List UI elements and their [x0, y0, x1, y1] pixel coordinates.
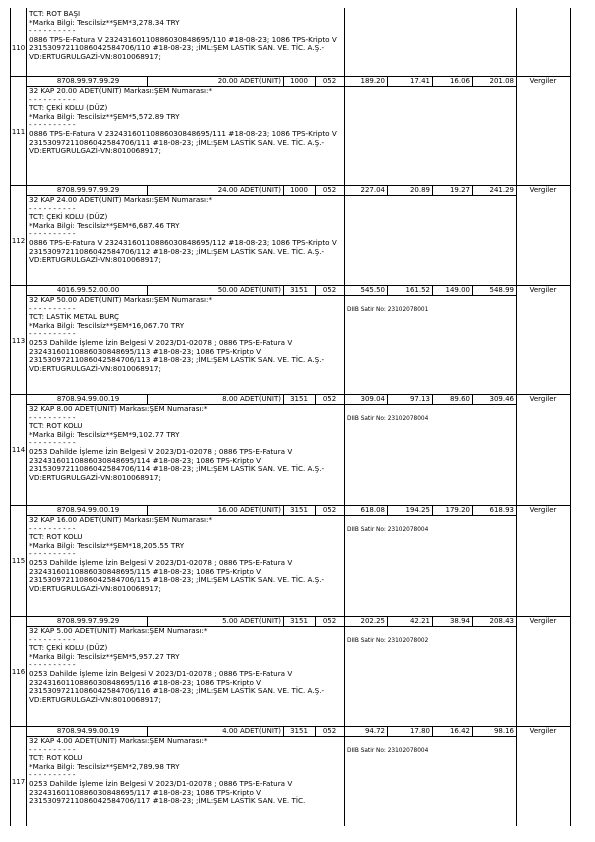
- cell-c2: 052: [322, 77, 337, 85]
- cell-c1: 3151: [290, 506, 308, 514]
- item-description: 32 KAP 5.00 ADET(UNIT) Markası:ŞEM Numarası:* - - - - - - - - - - TCT: ÇEKİ KOLU (DÜZ) *Marka Bilgi: Tescilsiz**ŞEM*5,957.27 TRY - - - - - - - - - - 0253 Dahilde İşleme İzin Belgesi V 2023/D1-02078 ; 0886 TPS-E-Fatura V 23243160110886030848695/116 #18-08-23; 1086 TPS-Kripto V 23153097211086042584706/116 #18-08-23; ;İML:ŞEM LASTİK SAN. VE. TİC. A.Ş.-VD:ERTUGRULGAZİ-VN:8010068917;: [29, 626, 325, 704]
- cell-divider: [315, 185, 316, 195]
- cell-tax: Vergiler: [529, 186, 557, 194]
- cell-divider: [432, 285, 433, 295]
- cell-divider: [387, 505, 388, 515]
- item-description: 32 KAP 16.00 ADET(UNIT) Markası:ŞEM Numarası:* - - - - - - - - - - TCT: ROT KOLU *Marka Bilgi: Tescilsiz**ŞEM*18,205.55 TRY - - - - - - - - - - 0253 Dahilde İşleme İzin Belgesi V 2023/D1-02078 ; 0886 TPS-E-Fatura V 23243160110886030848695/115 #18-08-23; 1086 TPS-Kripto V 23153097211086042584706/115 #18-08-23; ;İML:ŞEM LASTİK SAN. VE. TİC. A.Ş.-VD:ERTUGRULGAZİ-VN:8010068917;: [29, 515, 325, 593]
- cell-qty: 4.00 ADET(UNIT): [222, 727, 281, 735]
- diib-line-number: DIIB Satir No: 23102078004: [347, 416, 429, 422]
- item-description: 32 KAP 50.00 ADET(UNIT) Markası:ŞEM Numarası:* - - - - - - - - - - TCT: LASTİK METAL BURÇ *Marka Bilgi: Tescilsiz**ŞEM*16,067.70 TRY - - - - - - - - - - 0253 Dahilde İşleme İzin Belgesi V 2023/D1-02078 ; 0886 TPS-E-Fatura V 23243160110886030848695/113 #18-08-23; 1086 TPS-Kripto V 23153097211086042584706/113 #18-08-23; ;İML:ŞEM LASTİK SAN. VE. TİC. A.Ş.-VD:ERTUGRULGAZİ-VN:8010068917;: [29, 295, 325, 373]
- cell-v4: 98.16: [493, 727, 514, 735]
- cell-gtip: 8708.94.99.00.19: [56, 727, 120, 735]
- cell-gtip: 8708.99.97.99.29: [56, 186, 120, 194]
- cell-divider: [283, 616, 284, 626]
- cell-v3: 89.60: [449, 395, 470, 403]
- cell-divider: [516, 616, 517, 626]
- cell-divider: [472, 285, 473, 295]
- cell-divider: [516, 285, 517, 295]
- cell-tax: Vergiler: [529, 506, 557, 514]
- diib-line-number: DIIB Satir No: 23102078001: [347, 307, 429, 313]
- cell-c2: 052: [322, 617, 337, 625]
- cell-v2: 97.13: [409, 395, 430, 403]
- cell-divider: [315, 726, 316, 736]
- cell-c1: 3151: [290, 727, 308, 735]
- cell-c2: 052: [322, 395, 337, 403]
- cell-divider: [147, 394, 148, 404]
- cell-c1: 3151: [290, 286, 308, 294]
- cell-v4: 309.46: [489, 395, 514, 403]
- cell-divider: [432, 616, 433, 626]
- cell-v3: 16.42: [449, 727, 470, 735]
- cell-divider: [472, 505, 473, 515]
- cell-divider: [387, 76, 388, 86]
- cell-divider: [387, 394, 388, 404]
- cell-divider: [432, 726, 433, 736]
- cell-c1: 3151: [290, 617, 308, 625]
- cell-c1: 3151: [290, 395, 308, 403]
- cell-v3: 149.00: [445, 286, 470, 294]
- cell-divider: [472, 394, 473, 404]
- cell-v3: 19.27: [449, 186, 470, 194]
- cell-qty: 50.00 ADET(UNIT): [217, 286, 281, 294]
- cell-v3: 38.94: [449, 617, 470, 625]
- cell-tax: Vergiler: [529, 727, 557, 735]
- item-description: 32 KAP 20.00 ADET(UNIT) Markası:ŞEM Numarası:* - - - - - - - - - - TCT: ÇEKİ KOLU (DÜZ) *Marka Bilgi: Tescilsiz**ŞEM*5,572.89 TRY - - - - - - - - - - 0886 TPS-E-Fatura V 23243160110886030848695/111 #18-08-23; 1086 TPS-Kripto V 23153097211086042584706/111 #18-08-23; ;İML:ŞEM LASTİK SAN. VE. TİC. A.Ş.-VD:ERTUGRULGAZİ-VN:8010068917;: [29, 86, 337, 156]
- cell-divider: [516, 185, 517, 195]
- cell-c2: 052: [322, 286, 337, 294]
- cell-gtip: 8708.94.99.00.19: [56, 395, 120, 403]
- cell-divider: [387, 285, 388, 295]
- cell-v3: 16.06: [449, 77, 470, 85]
- cell-divider: [387, 616, 388, 626]
- cell-divider: [283, 76, 284, 86]
- cell-c1: 1000: [290, 186, 308, 194]
- cell-divider: [147, 616, 148, 626]
- item-description: 32 KAP 24.00 ADET(UNIT) Markası:ŞEM Numarası:* - - - - - - - - - - TCT: ÇEKİ KOLU (DÜZ) *Marka Bilgi: Tescilsiz**ŞEM*6,687.46 TRY - - - - - - - - - - 0886 TPS-E-Fatura V 23243160110886030848695/112 #18-08-23; 1086 TPS-Kripto V 23153097211086042584706/112 #18-08-23; ;İML:ŞEM LASTİK SAN. VE. TİC. A.Ş.-VD:ERTUGRULGAZİ-VN:8010068917;: [29, 195, 337, 265]
- cell-divider: [315, 505, 316, 515]
- cell-divider: [516, 394, 517, 404]
- cell-v2: 194.25: [405, 506, 430, 514]
- cell-v2: 42.21: [409, 617, 430, 625]
- declaration-table: [10, 8, 571, 826]
- cell-divider: [344, 285, 345, 295]
- row-number: 110: [11, 44, 26, 52]
- cell-divider: [283, 285, 284, 295]
- row-number: 111: [11, 128, 26, 136]
- cell-divider: [147, 76, 148, 86]
- cell-v4: 618.93: [489, 506, 514, 514]
- cell-divider: [472, 185, 473, 195]
- cell-c2: 052: [322, 727, 337, 735]
- cell-divider: [516, 76, 517, 86]
- cell-v2: 17.41: [409, 77, 430, 85]
- cell-divider: [147, 285, 148, 295]
- cell-divider: [472, 616, 473, 626]
- cell-divider: [344, 76, 345, 86]
- cell-v3: 179.20: [445, 506, 470, 514]
- cell-v1: 94.72: [364, 727, 385, 735]
- cell-tax: Vergiler: [529, 286, 557, 294]
- cell-gtip: 8708.94.99.00.19: [56, 506, 120, 514]
- cell-qty: 5.00 ADET(UNIT): [222, 617, 281, 625]
- cell-v1: 227.04: [360, 186, 385, 194]
- cell-divider: [315, 394, 316, 404]
- cell-divider: [315, 76, 316, 86]
- cell-divider: [472, 726, 473, 736]
- cell-divider: [344, 185, 345, 195]
- cell-v1: 618.08: [360, 506, 385, 514]
- row-number: 114: [11, 446, 26, 454]
- cell-divider: [344, 726, 345, 736]
- cell-divider: [387, 726, 388, 736]
- cell-c2: 052: [322, 506, 337, 514]
- cell-v4: 201.08: [489, 77, 514, 85]
- cell-divider: [283, 185, 284, 195]
- cell-divider: [432, 76, 433, 86]
- cell-v1: 545.50: [360, 286, 385, 294]
- cell-divider: [516, 505, 517, 515]
- cell-v2: 17.80: [409, 727, 430, 735]
- diib-line-number: DIIB Satir No: 23102078002: [347, 638, 429, 644]
- cell-v2: 20.89: [409, 186, 430, 194]
- cell-tax: Vergiler: [529, 395, 557, 403]
- cell-v4: 548.99: [489, 286, 514, 294]
- cell-divider: [472, 76, 473, 86]
- cell-divider: [432, 185, 433, 195]
- cell-qty: 16.00 ADET(UNIT): [217, 506, 281, 514]
- row-number: 116: [11, 668, 26, 676]
- cell-tax: Vergiler: [529, 617, 557, 625]
- cell-divider: [283, 726, 284, 736]
- cell-divider: [315, 285, 316, 295]
- diib-line-number: DIIB Satir No: 23102078004: [347, 748, 429, 754]
- cell-v4: 208.43: [489, 617, 514, 625]
- cell-divider: [283, 394, 284, 404]
- cell-c2: 052: [322, 186, 337, 194]
- cell-divider: [147, 726, 148, 736]
- item-description: TCT: ROT BAŞI *Marka Bilgi: Tescilsiz**ŞEM*3,278.34 TRY - - - - - - - - - - 0886 TPS-E-Fatura V 23243160110886030848695/110 #18-08-23; 1086 TPS-Kripto V 23153097211086042584706/110 #18-08-23; ;İML:ŞEM LASTİK SAN. VE. TİC. A.Ş.-VD:ERTUGRULGAZİ-VN:8010068917;: [29, 9, 337, 61]
- row-number: 113: [11, 337, 26, 345]
- cell-divider: [432, 505, 433, 515]
- cell-divider: [432, 394, 433, 404]
- cell-divider: [147, 185, 148, 195]
- cell-divider: [344, 505, 345, 515]
- column-divider: [26, 8, 27, 826]
- cell-divider: [516, 726, 517, 736]
- cell-v1: 202.25: [360, 617, 385, 625]
- cell-qty: 24.00 ADET(UNIT): [217, 186, 281, 194]
- cell-tax: Vergiler: [529, 77, 557, 85]
- item-description: 32 KAP 4.00 ADET(UNIT) Markası:ŞEM Numarası:* - - - - - - - - - - TCT: ROT KOLU *Marka Bilgi: Tescilsiz**ŞEM*2,789.98 TRY - - - - - - - - - - 0253 Dahilde İşleme İzin Belgesi V 2023/D1-02078 ; 0886 TPS-E-Fatura V 23243160110886030848695/117 #18-08-23; 1086 TPS-Kripto V 23153097211086042584706/117 #18-08-23; ;İML:ŞEM LASTİK SAN. VE. TİC.: [29, 736, 306, 806]
- cell-gtip: 4016.99.52.00.00: [56, 286, 120, 294]
- cell-gtip: 8708.99.97.99.29: [56, 617, 120, 625]
- cell-c1: 1000: [290, 77, 308, 85]
- cell-divider: [147, 505, 148, 515]
- row-number: 112: [11, 237, 26, 245]
- cell-v2: 161.52: [405, 286, 430, 294]
- diib-line-number: DIIB Satir No: 23102078004: [347, 527, 429, 533]
- cell-divider: [315, 616, 316, 626]
- cell-qty: 20.00 ADET(UNIT): [217, 77, 281, 85]
- cell-divider: [344, 394, 345, 404]
- cell-divider: [387, 185, 388, 195]
- cell-v1: 309.04: [360, 395, 385, 403]
- row-number: 115: [11, 557, 26, 565]
- cell-v4: 241.29: [489, 186, 514, 194]
- cell-v1: 189.20: [360, 77, 385, 85]
- cell-divider: [283, 505, 284, 515]
- cell-divider: [344, 616, 345, 626]
- cell-gtip: 8708.99.97.99.29: [56, 77, 120, 85]
- row-number: 117: [11, 778, 26, 786]
- cell-qty: 8.00 ADET(UNIT): [222, 395, 281, 403]
- item-description: 32 KAP 8.00 ADET(UNIT) Markası:ŞEM Numarası:* - - - - - - - - - - TCT: ROT KOLU *Marka Bilgi: Tescilsiz**ŞEM*9,102.77 TRY - - - - - - - - - - 0253 Dahilde İşleme İzin Belgesi V 2023/D1-02078 ; 0886 TPS-E-Fatura V 23243160110886030848695/114 #18-08-23; 1086 TPS-Kripto V 23153097211086042584706/114 #18-08-23; ;İML:ŞEM LASTİK SAN. VE. TİC. A.Ş.-VD:ERTUGRULGAZİ-VN:8010068917;: [29, 404, 325, 482]
